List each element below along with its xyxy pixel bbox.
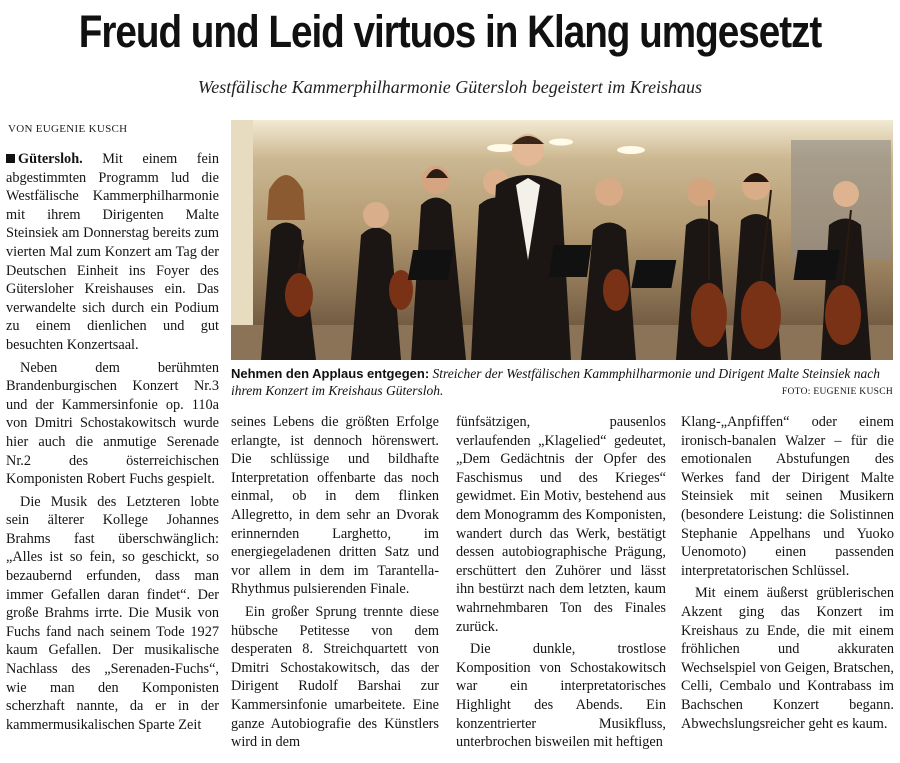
square-bullet-icon [6, 154, 15, 163]
headline: Freud und Leid virtuos in Klang umgesetzt [78, 6, 822, 57]
article-paragraph: Die Musik des Letzteren lobte sein älterer Kollege Johannes Brahms fast überschwänglich: „Alles ist so fein, so geschickt, so bezaubernd erfunden, dass man immer Gefallen daran findet“. Der große Brahms irrte. Die Musik von Fuchs fand nach seinem Tode 1927 kaum Gefallen. Der musikalische Nachlass des „Serenaden-Fuchs“, wie man den Komponisten scherzhaft nannte, da er in der kammermusikalischen Sparte Zeit [6, 493, 219, 733]
dateline: Gütersloh. [18, 151, 83, 167]
article-paragraph: Die dunkle, trostlose Komposition von Schostakowitsch war ein interpretatorisches Highlight des Abends. Ein konzentrierter Musikfluss, unterbrochen bisweilen mit heftigen [456, 641, 666, 751]
article-column-2 [231, 413, 439, 752]
article-column-4 [681, 413, 894, 733]
caption-text: Streicher der Westfälischen Kammphilharmonie und Dirigent Malte Steinsiek nach ihrem Konzert im Kreishaus Gütersloh. [231, 366, 880, 398]
article-column-1 [6, 150, 219, 734]
article-column-3 [456, 413, 666, 752]
article-paragraph: Mit einem äußerst grüblerischen Akzent ging das Konzert im Kreishaus zu Ende, die mit einem fröhlichen und akkuraten Wechselspiel von Geigen, Bratschen, Celli, Cembalo und Kontrabass im Bachschen Konzert begann. Abwechslungsreicher geht es kaum. [681, 585, 894, 732]
article-lead-paragraph [6, 150, 219, 355]
paragraph-text: Mit einem fein abgestimmten Programm lud die Westfälische Kammerphilharmonie mit ihrem Dirigenten Malte Steinsiek am Donnerstag bereits zum vierten Mal zum Konzert am Tag der Deutschen Einheit ins Foyer des Gütersloher Kreishauses ein. Das verwandelte sich durch ein Podium zu einem dienlichen und gut besuchten Konzertsaal. [6, 151, 219, 353]
article-paragraph: Ein großer Sprung trennte diese hübsche Petitesse von dem desperaten 8. Streichquartett von Dmitri Schostakowitsch, das der Dirigent Rudolf Barshai zur Kammersinfonie umarbeitete. Eine ganze Autobiografie des Künstlers wird in dem [231, 603, 439, 751]
concert-photo-illustration [231, 120, 893, 360]
article-paragraph: Klang-„Anpfiffen“ oder einem ironisch-banalen Walzer – für die emotionalen Abstufungen des Werkes fand der Dirigent Malte Steinsiek mit seinen Musikern (besondere Leistung: die Solistinnen Stephanie Appelhans und Yuoko Uenomoto) einen passenden interpretatorischen Schlüssel. [681, 414, 894, 579]
subtitle: Westfälische Kammerphilharmonie Gütersloh begeistert im Kreishaus [197, 77, 703, 97]
caption-lead: Nehmen den Applaus entgegen: [231, 366, 430, 381]
article-paragraph: fünfsätzigen, pausenlos verlaufenden „Klagelied“ gedeutet, „Dem Gedächtnis der Opfer des Faschismus und des Krieges“ gewidmet. Ein Motiv, bestehend aus dem Monogramm des Komponisten, wandert durch das Werk, bestätigt dessen autobiographische Prägung, erschüttert den Zuhörer und lässt ihn bestürzt nach dem letzten, kaum wahrnehmbaren Ton des Finales zurück. [456, 414, 666, 635]
article-paragraph: Neben dem berühmten Brandenburgischen Konzert Nr.3 und der Kammersinfonie op. 110a von Dmitri Schostakowitsch wurde hier auch die anmutige Serenade Nr.2 des österreichischen Komponisten Robert Fuchs gespielt. [6, 359, 219, 488]
concert-photo [231, 120, 893, 360]
byline: VON EUGENIE KUSCH [8, 123, 128, 135]
photo-caption [231, 365, 893, 401]
photo-credit: FOTO: EUGENIE KUSCH [781, 387, 893, 397]
article-paragraph: seines Lebens die größten Erfolge erlangte, ist dennoch hörenswert. Die schlüssige und bildhafte Interpretation offenbarte das noch einmal, ob in dem flinken Allegretto, in dem sehr an Dvorak erinnernden Larghetto, im energiegeladenen dritten Satz und vor allem in dem im Tarantella-Rhythmus pulsierenden Finale. [231, 414, 439, 598]
